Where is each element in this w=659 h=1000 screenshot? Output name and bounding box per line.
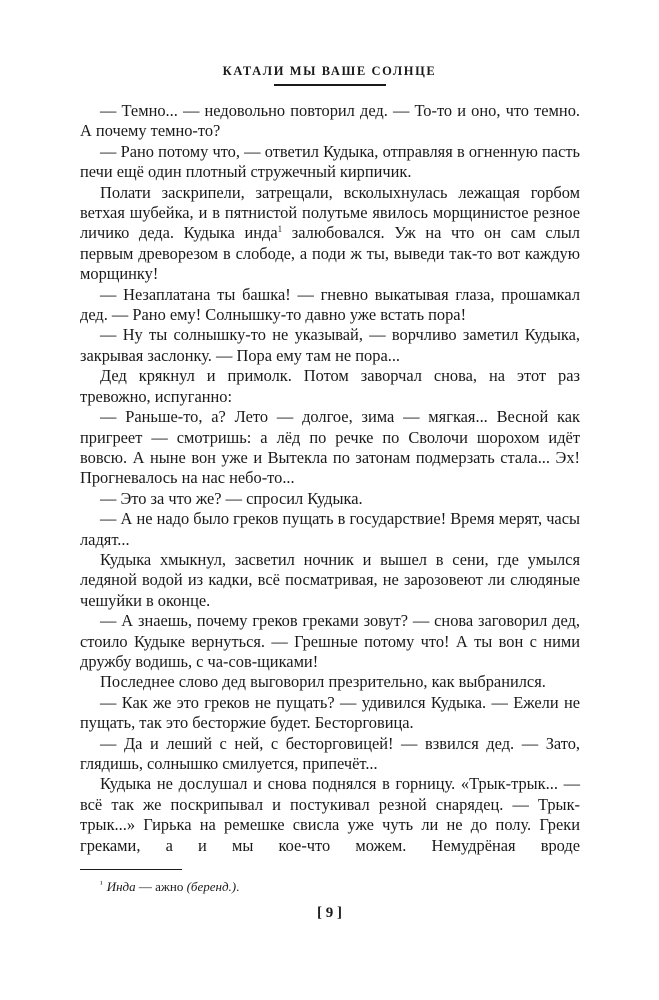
footnote-rule: [80, 869, 182, 870]
paragraph: — Раньше-то, а? Лето — долгое, зима — мягкая... Весной как пригреет — смотришь: а лёд по речке по Сволочи шорохом идёт вовсю. А ныне вон уже и Вытекла по затонам подмерзать стала... Эх! Прогневалось на нас небо-то...: [80, 407, 580, 488]
paragraph: Кудыка хмыкнул, засветил ночник и вышел в сени, где умылся ледяной водой из кадки, всё посматривая, не зарозовеют ли слюдяные чешуйки в оконце.: [80, 549, 580, 610]
paragraph: — Это за что же? — спросил Кудыка.: [100, 488, 363, 508]
footnote-end: .: [236, 879, 240, 894]
paragraph: — А не надо было греков пущать в государствие! Время мерят, часы ладят...: [80, 509, 580, 549]
running-head: КАТАЛИ МЫ ВАШЕ СОЛНЦЕ: [222, 64, 437, 78]
paragraph: — Да и леший с ней, с бесторговицей! — взвился дед. — Зато, глядишь, солнышко смилуется, припечёт...: [80, 733, 580, 773]
main-text: [80, 101, 580, 856]
footnote-mark: ¹: [100, 879, 103, 889]
paragraph: — Ну ты солнышку-то не указывай, — ворчливо заметил Кудыка, закрывая заслонку. — Пора ему там не пора...: [80, 325, 580, 365]
paragraph: — Рано потому что, — ответил Кудыка, отправляя в огненную пасть печи ещё один плотный стружечный кирпичик.: [80, 141, 580, 182]
footnote-source: (беренд.): [186, 879, 237, 894]
footnote-dash: — ажно: [135, 879, 187, 894]
paragraph: — Темно... — недовольно повторил дед. — То-то и оно, что темно. А почему темно-то?: [80, 101, 580, 141]
paragraph: — Незаплатана ты башка! — гневно выкатывая глаза, прошамкал дед. — Рано ему! Солнышку-то давно уже встать пора!: [80, 284, 580, 325]
paragraph: Дед крякнул и примолк. Потом заворчал снова, на этот раз тревожно, испуганно:: [80, 366, 580, 406]
footnote: [100, 876, 580, 895]
paragraph: — А знаешь, почему греков греками зовут? — снова заговорил дед, стоило Кудыке вернуться. — Грешные потому что! А ты вон с ними дружбу водишь, с ча-сов-щиками!: [80, 611, 580, 671]
paragraph: — Как же это греков не пущать? — удивился Кудыка. — Ежели не пущать, так это бесторжие будет. Бесторговица.: [80, 692, 580, 733]
paragraph: Полати заскрипели, затрещали, всколыхнулась лежащая горбом ветхая шубейка, и в пятнистой полутьме явилось морщинистое резное личико деда. Кудыка инда$^1$ залюбовался. Уж на что он сам слыл первым древорезом в слободе, а поди ж ты, выведи так-то вот каждую морщинку!: [80, 182, 580, 284]
paragraph: Кудыка не дослушал и снова поднялся в горницу. «Трык-трык... — всё так же поскрипывал и постукивал резной снарядец. — Трык-трык...» Гирька на ремешке свисла уже чуть ли не до полу. Греки греками, а и мы кое-что можем. Немудрёная вроде: [80, 774, 580, 855]
footnote-term: Инда: [106, 879, 136, 894]
running-head-rule: [274, 84, 386, 86]
page-number: [ 9 ]: [317, 905, 342, 921]
paragraph: Последнее слово дед выговорил презрительно, как выбранился.: [100, 672, 546, 692]
footnote-ref: 1: [277, 224, 283, 235]
